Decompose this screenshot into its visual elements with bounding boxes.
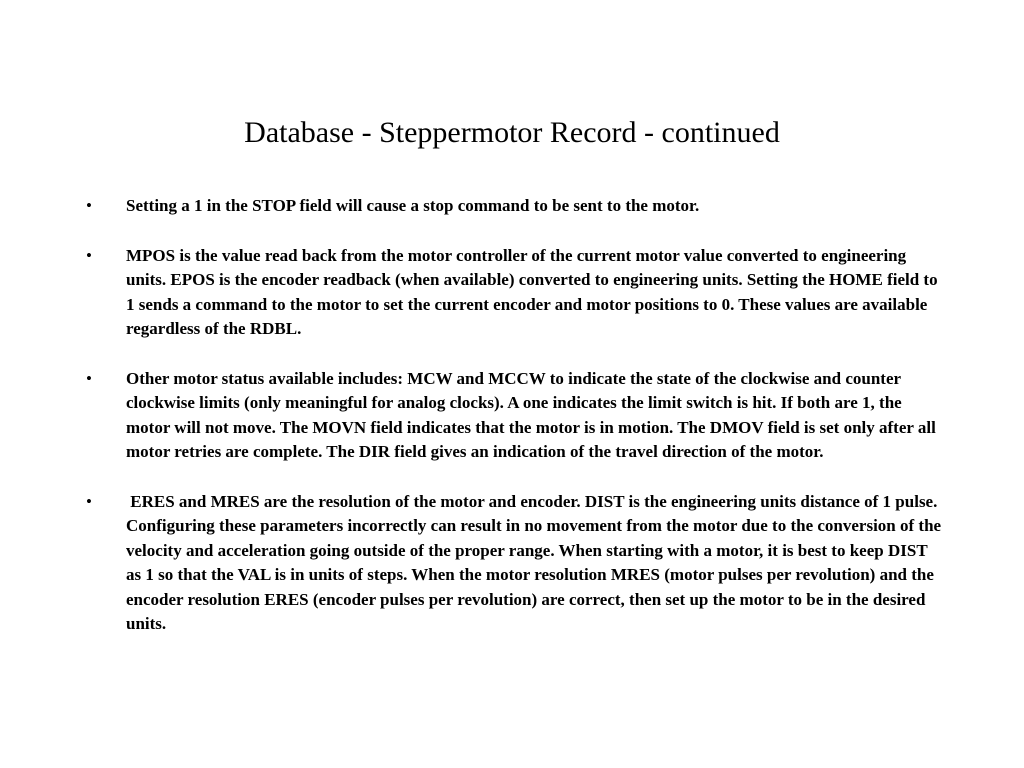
slide-title: Database - Steppermotor Record - continued <box>244 116 780 149</box>
bullet-icon: • <box>86 491 92 511</box>
bullet-item-resolution <box>84 490 944 637</box>
bullet-text: MPOS is the value read back from the motor controller of the current motor value converted to engineering units. EPOS is the encoder readback (when available) converted to engineering units. Setting the HOME field to 1 sends a command to the motor to set the current encoder and motor positions to 0. These values are available regardless of the RDBL. <box>126 245 942 338</box>
bullet-list <box>84 194 944 662</box>
bullet-icon: • <box>86 196 92 215</box>
bullet-text: Setting a 1 in the STOP field will cause a stop command to be sent to the motor. <box>126 196 700 215</box>
bullet-icon: • <box>86 368 92 388</box>
bullet-item-stop <box>84 194 944 219</box>
bullet-text: ERES and MRES are the resolution of the motor and encoder. DIST is the engineering units distance of 1 pulse. Configuring these parameters incorrectly can result in no movement from the motor due to the conversion of the velocity and acceleration going outside of the proper range. When starting with a motor, it is best to keep DIST as 1 so that the VAL is in units of steps. When the motor resolution MRES (motor pulses per revolution) and the encoder resolution ERES (encoder pulses per revolution) are correct, then set up the motor to be in the desired units. <box>126 491 946 633</box>
bullet-item-mpos <box>84 244 944 342</box>
bullet-item-motor-status <box>84 367 944 465</box>
bullet-text: Other motor status available includes: MCW and MCCW to indicate the state of the clockwise and counter clockwise limits (only meaningful for analog clocks). A one indicates the limit switch is hit. If both are 1, the motor will not move. The MOVN field indicates that the motor is in motion. The DMOV field is set only after all motor retries are complete. The DIR field gives an indication of the travel direction of the motor. <box>126 368 941 461</box>
bullet-icon: • <box>86 245 92 265</box>
